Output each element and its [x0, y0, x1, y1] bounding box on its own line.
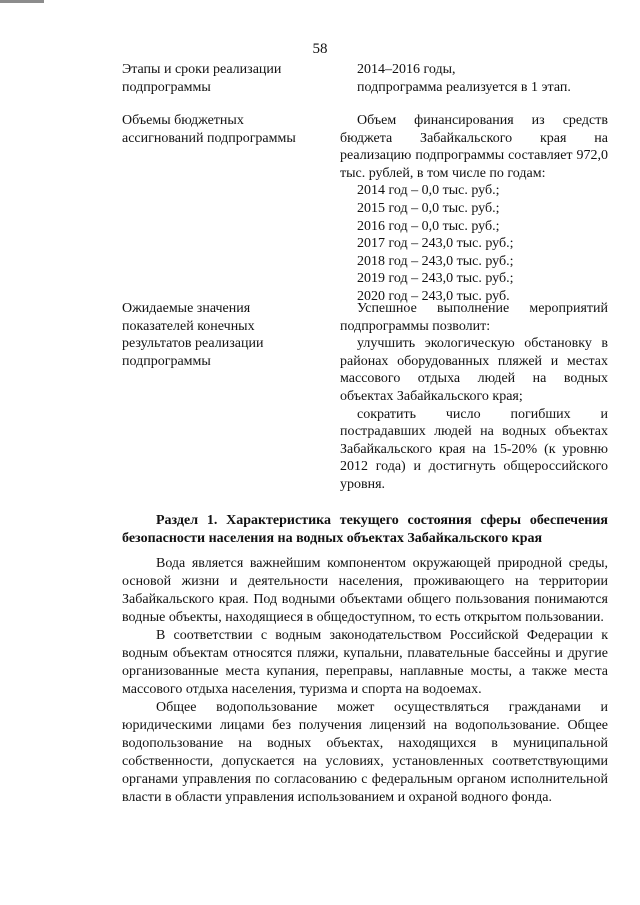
- budget-year-line: 2016 год – 0,0 тыс. руб.;: [357, 218, 500, 234]
- results-label-line: результатов реализации: [122, 336, 264, 352]
- results-label: [122, 300, 322, 370]
- results-label-line: показателей конечных: [122, 318, 255, 334]
- section-title: Раздел 1. Характеристика текущего состояния сферы обеспечения безопасности населения на водных объектах Забайкальского края: [122, 513, 608, 546]
- scan-corner-mark: [0, 0, 44, 3]
- stages-label-line: Этапы и сроки реализации: [122, 62, 282, 77]
- stages-label: [122, 61, 322, 96]
- budget-label: [122, 112, 322, 147]
- results-paragraph: сократить число погибших и пострадавших людей на водных объектах Забайкальского края на 15-20% (к уровню 2012 года) и достигнуть общероссийского уровня.: [340, 406, 608, 492]
- body-paragraph: Общее водопользование может осуществляться гражданами и юридическими лицами без получения лицензий на водопользование. Общее водопользование на водных объектах, находящихся в муниципальной собственности, допускается на условиях, установленных соответствующими органами управления по согласованию с федеральным органом исполнительной власти в области управления использованием и охраной водного фонда.: [122, 700, 608, 805]
- budget-intro: Объем финансирования из средств бюджета Забайкальского края на реализацию подпрограммы составляет 972,0 тыс. рублей, в том числе по годам:: [340, 113, 608, 181]
- stages-value-line: подпрограмма реализуется в 1 этап.: [357, 79, 571, 95]
- results-paragraph: Успешное выполнение мероприятий подпрограммы позволит:: [340, 301, 608, 334]
- stages-value: [340, 61, 608, 96]
- page-number: 58: [312, 41, 328, 57]
- results-label-line: подпрограммы: [122, 353, 211, 369]
- budget-year-line: 2017 год – 243,0 тыс. руб.;: [357, 236, 514, 252]
- stages-value-line: 2014–2016 годы,: [357, 62, 456, 77]
- results-label-line: Ожидаемые значения: [122, 301, 251, 316]
- budget-year-line: 2015 год – 0,0 тыс. руб.;: [357, 200, 500, 216]
- budget-label-line: Объемы бюджетных: [122, 113, 244, 128]
- budget-year-line: 2014 год – 0,0 тыс. руб.;: [357, 183, 500, 199]
- body-text: [122, 555, 608, 807]
- budget-value: [340, 112, 608, 306]
- results-paragraph: улучшить экологическую обстановку в районах оборудованных пляжей и местах массового отдыха людей на водных объектах Забайкальского края;: [340, 336, 608, 404]
- results-value: [340, 300, 608, 494]
- budget-year-line: 2019 год – 243,0 тыс. руб.;: [357, 271, 514, 287]
- budget-year-line: 2020 год – 243,0 тыс. руб.: [357, 288, 510, 304]
- stages-label-line: подпрограммы: [122, 79, 211, 95]
- body-paragraph: В соответствии с водным законодательством Российской Федерации к водным объектам относятся пляжи, купальни, плавательные бассейны и другие организованные места купания, переправы, наплавные мосты, а также места массового отдыха населения, туризма и спорта на водоемах.: [122, 628, 608, 697]
- budget-year-line: 2018 год – 243,0 тыс. руб.;: [357, 253, 514, 269]
- body-paragraph: Вода является важнейшим компонентом окружающей природной среды, основой жизни и деятельности населения, проживающего на территории Забайкальского края. Под водными объектами общего пользования понимаются водные объекты, находящиеся в общедоступном, то есть открытом пользовании.: [122, 556, 608, 625]
- budget-label-line: ассигнований подпрограммы: [122, 130, 296, 146]
